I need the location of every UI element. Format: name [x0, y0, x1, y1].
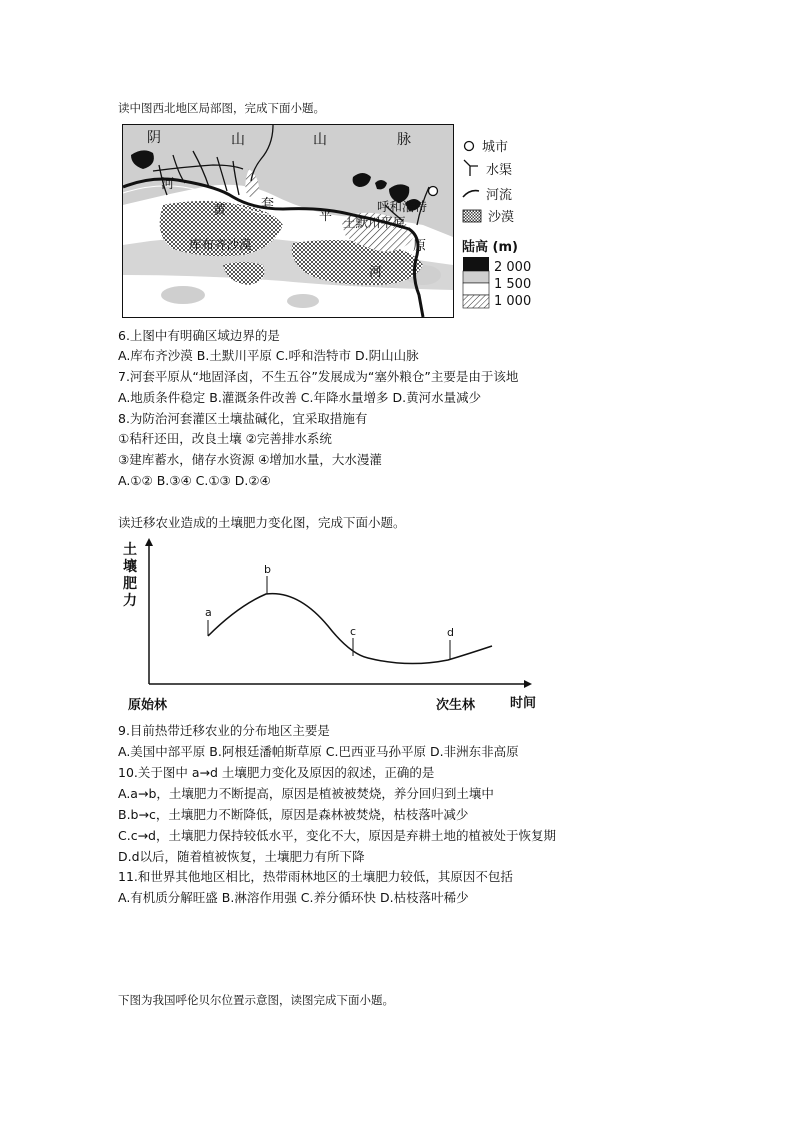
question-10-option-c: C.c→d，土壤肥力保持较低水平，变化不大，原因是弃耕土地的植被处于恢复期: [118, 828, 556, 843]
legend-river: 河流: [462, 184, 512, 203]
chart-y-label: 土壤肥力: [123, 542, 137, 609]
x-end-label: 次生林: [436, 698, 476, 713]
question-8-line2: ③建库蓄水，储存水资源 ④增加水量，大水漫灌: [118, 452, 382, 467]
map-label-huhehaote: 呼和浩特: [377, 199, 428, 214]
legend-desert: 沙漠: [462, 206, 514, 225]
map-label-shan2: 山: [313, 132, 327, 148]
y-axis-arrow-icon: [145, 538, 153, 546]
x-axis-label: 时间: [510, 696, 537, 711]
map-label-kubuqi: 库布齐沙漠: [189, 237, 252, 252]
question-9-options: A.美国中部平原 B.阿根廷潘帕斯草原 C.巴西亚马孙平原 D.非洲东非高原: [118, 744, 519, 759]
legend-elev-1000: 1 000: [494, 294, 532, 309]
map-label-ping: 平: [319, 209, 333, 224]
map-label-mai: 脉: [397, 132, 411, 148]
question-9: 9.目前热带迁移农业的分布地区主要是: [118, 723, 330, 738]
question-10-option-a: A.a→b，土壤肥力不断提高，原因是植被被焚烧，养分回归到土壤中: [118, 786, 494, 801]
point-label-c: c: [350, 625, 357, 638]
question-10-option-b: B.b→c，土壤肥力不断降低，原因是森林被焚烧，枯枝落叶减少: [118, 807, 469, 822]
legend-elevation-title: 陆高 (m): [462, 240, 518, 255]
canal-icon: [462, 158, 480, 178]
map-label-yin: 阴: [147, 130, 161, 146]
point-label-a: a: [205, 606, 212, 619]
legend-elev-2000: 2 000: [494, 260, 532, 275]
question-10: 10.关于图中 a→d 土壤肥力变化及原因的叙述，正确的是: [118, 765, 435, 780]
map-label-huang: 黄: [213, 203, 227, 218]
chart-intro: 读迁移农业造成的土壤肥力变化图，完成下面小题。: [118, 515, 406, 530]
legend-canal: 水渠: [462, 158, 512, 178]
map-label-tumochuan: 土默川平原: [343, 215, 406, 230]
x-axis-arrow-icon: [524, 680, 532, 688]
city-icon: [462, 139, 476, 153]
river-icon: [462, 187, 480, 201]
legend-city: 城市: [462, 136, 508, 155]
question-10-option-d: D.d以后，随着植被恢复，土壤肥力有所下降: [118, 849, 365, 864]
map-intro: 读中图西北地区局部图，完成下面小题。: [118, 101, 325, 115]
question-7: 7.河套平原从“地固泽卤，不生五谷”发展成为“塞外粮仓”主要是由于该地: [118, 369, 519, 384]
x-start-label: 原始林: [128, 698, 168, 713]
point-label-b: b: [264, 563, 271, 576]
legend-elev-1500: 1 500: [494, 277, 532, 292]
soil-fertility-chart: [118, 536, 546, 716]
desert-icon: [462, 209, 482, 223]
map-label-he: 河: [161, 177, 175, 192]
next-section-intro: 下图为我国呼伦贝尔位置示意图，读图完成下面小题。: [118, 993, 394, 1007]
map-label-yuan: 原: [413, 239, 427, 254]
point-label-d: d: [447, 626, 454, 639]
question-8-line1: ①秸秆还田，改良土壤 ②完善排水系统: [118, 431, 332, 446]
question-11-options: A.有机质分解旺盛 B.淋溶作用强 C.养分循环快 D.枯枝落叶稀少: [118, 890, 469, 905]
question-8-options: A.①② B.③④ C.①③ D.②④: [118, 473, 271, 488]
chart-svg: [118, 536, 546, 716]
question-11: 11.和世界其他地区相比，热带雨林地区的土壤肥力较低，其原因不包括: [118, 869, 513, 884]
map-label-he2: 河: [369, 265, 383, 280]
elevation-scale-icon: [462, 256, 492, 310]
map-label-shan1: 山: [231, 132, 245, 148]
map-label-tao: 套: [261, 197, 275, 212]
question-6: 6.上图中有明确区域边界的是: [118, 328, 280, 343]
question-6-options: A.库布齐沙漠 B.土默川平原 C.呼和浩特市 D.阴山山脉: [118, 348, 419, 363]
question-7-options: A.地质条件稳定 B.灌溉条件改善 C.年降水量增多 D.黄河水量减少: [118, 390, 482, 405]
map-legend: [462, 136, 572, 316]
northwest-map: [122, 124, 454, 318]
question-8: 8.为防治河套灌区土壤盐碱化，宜采取措施有: [118, 411, 368, 426]
